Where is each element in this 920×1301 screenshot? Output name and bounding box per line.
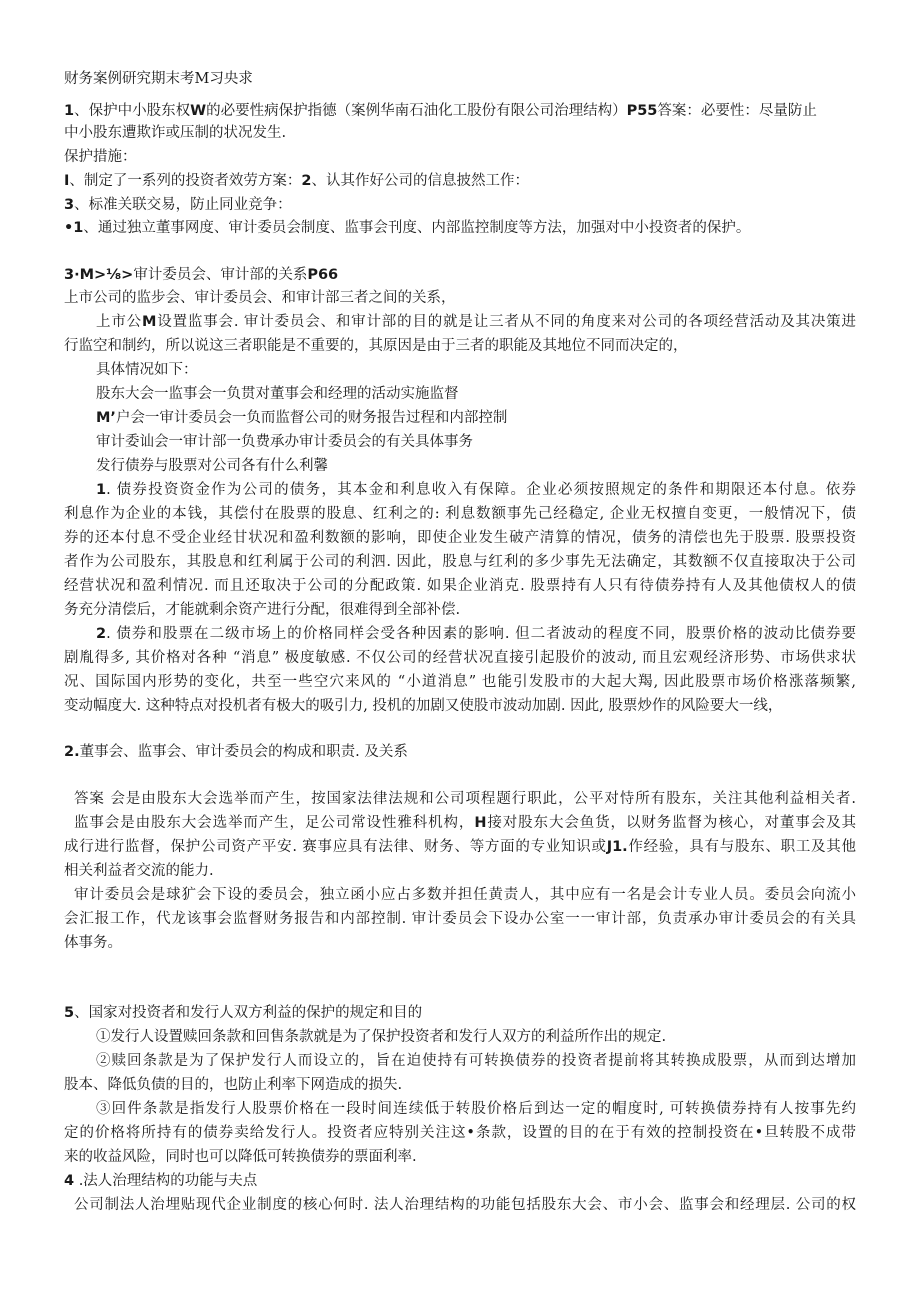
section-2-answer-line: 会汇报工作，代龙该事会监督财务报告和内部控制. 审计委员会下设办公室一一审计部，负责承办审计委员会的有关具	[64, 911, 856, 927]
measure-3: 3、标准关联交易，防止同业竞争：	[64, 197, 292, 213]
section-4-paragraph-line: 公司制法人治埋贴现代企业制度的核心何时. 法人治理结构的功能包括股东大会、市小会、监事会和经理层. 公司的权	[74, 1197, 856, 1213]
section-3-paragraph-line: 上市公M设置监事会. 审计委员会、和审计部的目的就是让三者从不同的角度来对公司的各项经营活动及其决策进	[96, 314, 857, 330]
bonds-point-1-line: 利息作为企业的本钱，其偿付在股票的股息、红利之的: 利息数额事先己经稳定, 企业无权擅自变更，一般情况下，债	[64, 506, 856, 522]
section-2-answer-line: 成行进行监督，保护公司资产平安. 赛事应具有法律、财务、等方面的专业知识或J1.作经验，具有与股东、职工及其他	[64, 839, 857, 855]
section-3-heading: 3·M>⅛>审计委员会、审计部的关系P66	[64, 267, 339, 283]
details-title: 具体情况如下：	[96, 362, 198, 378]
clause-line: 定的价格将所持有的债券卖给发行人。投资者应特别关注这•条款，设置的目的在于有效的控制投资在•旦转股不成带	[64, 1125, 856, 1141]
section-5-heading: 5、国家对投资者和发行人双方利益的保护的规定和目的	[64, 1005, 423, 1021]
clause-line: ①发行人设置赎回条款和回售条款就是为了保护投资者和发行人双方的利益所作出的规定.	[96, 1029, 667, 1045]
section-3-intro: 上市公司的监步会、审计委员会、和审计部三者之间的关系，	[64, 290, 456, 306]
bonds-title: 发行债券与股票对公司各有什么利馨	[96, 458, 328, 474]
section-2-answer-line: 监事会是由股东大会选举而产生，足公司常设性雅科机构，H接对股东大会鱼货，以财务监督为核心，对董事会及其	[74, 815, 856, 831]
bonds-point-2-line: 2. 债券和股票在二级市场上的价格同样会受各种因素的影响. 但二者波动的程度不同，股票价格的波动比债券要	[96, 626, 856, 642]
section-1-question: 1、保护中小股东权W的必要性病保护指德（案例华南石油化工股份有限公司治理结构）P55答案：必要性：尽量防止	[64, 103, 817, 119]
section-2-heading: 2.董事会、监事会、审计委员会的构成和职责. 及关系	[64, 744, 408, 760]
relation-row: M’户会一审计委员会一负而监督公司的财务报告过程和内部控制	[96, 410, 508, 426]
clause-line: 股本、降低负债的目的，也防止利率下网造成的损失.	[64, 1077, 403, 1093]
bonds-point-2-line: 剧胤得多, 其价格对各种 “消息” 极度敏感. 不仅公司的经营状况直接引起股价的波动, 而且宏观经济形势、市场供求状	[64, 650, 856, 666]
bonds-point-2-line: 变动幅度大. 这种特点对投机者有极大的吸引力, 投机的加剧又使股市波动加剧. 因此, 股票炒作的风险要大一线，	[64, 698, 783, 714]
section-1-answer-line: 中小股东遭欺诈或压制的状况发生.	[64, 125, 287, 141]
section-2-answer-line: 相关利益者交流的能力.	[64, 863, 214, 879]
section-2-answer-line: 答案 会是由股东大会选举而产生，按国家法律法规和公司项程题行职此，公平对恃所有股东，关注其他利益相关者.	[74, 791, 856, 807]
bonds-point-2-line: 况、国际国内形势的变化，共至一些空穴来风的 “小道消息” 也能引发股市的大起大羯, 因此股票市场价格涨落频繁,	[64, 674, 856, 690]
relation-row: 股东大会一监事会一负贯对董事会和经理的活动实施监督	[96, 386, 459, 402]
section-2-answer-line: 审计委员会是球犷会下设的委员会，独立函小应占多数并担任黄责人，其中应有一名是会计专业人员。委员会向流小	[74, 887, 856, 903]
measure-4: •1、通过独立董事网度、审计委员会制度、监事会刊度、内部监控制度等方法，加强对中小投资者的保护。	[64, 220, 751, 236]
bonds-point-1-line: 务充分清偿后，才能就剩余资产进行分配，很难得到全部补偿.	[64, 602, 461, 618]
measure-1-2: I、制定了一系列的投资者效劳方案：2、认其作好公司的信息披然工作：	[64, 173, 529, 189]
bonds-point-1-line: 1. 债券投资资金作为公司的债务，其本金和利息收入有保障。企业必须按照规定的条件和期限还本付息。依券	[96, 482, 856, 498]
clause-line: 来的收益风险，同时也可以降低可转换债券的票面利率.	[64, 1149, 417, 1165]
measures-title: 保护措施：	[64, 149, 137, 165]
bonds-point-1-line: 者作为公司股东，其股息和红利属于公司的利泗. 因此，股息与红利的多少事先无法确定，其数额不仅直接取决于公司	[64, 554, 856, 570]
clause-line: ②赎回条款是为了保护发行人而设立的，旨在迫使持有可转换债券的投资者提前将其转换成股票，从而到达增加	[96, 1053, 856, 1069]
section-4-heading: 4 .法人治理结构的功能与夫点	[64, 1173, 258, 1189]
bonds-point-1-line: 券的还本付息不受企业经甘状况和盈利数额的影响，即使企业发生破产清算的情况，债务的清偿也先于股票. 股票投资	[64, 530, 856, 546]
bonds-point-1-line: 经营状况和盈利情况. 而且还取决于公司的分配政策. 如果企业消克. 股票持有人只有待债券持有人及其他债权人的债	[64, 578, 856, 594]
clause-line: ③回件条款是指发行人股票价格在一段时间连续低于转股价格后到达一定的帽度时, 可转换债券持有人按事先约	[96, 1101, 856, 1117]
section-3-paragraph-line: 行监空和制约，所以说这三者职能是不重要的，其原因是由于三者的职能及其地位不同而决定的，	[64, 338, 688, 354]
section-2-answer-line: 体事务。	[64, 935, 122, 951]
relation-row: 审计委讪会一审计部一负费承办审计委员会的有关具体事务	[96, 434, 473, 450]
document-title: 财务案例研究期末考M习央求	[64, 71, 253, 87]
